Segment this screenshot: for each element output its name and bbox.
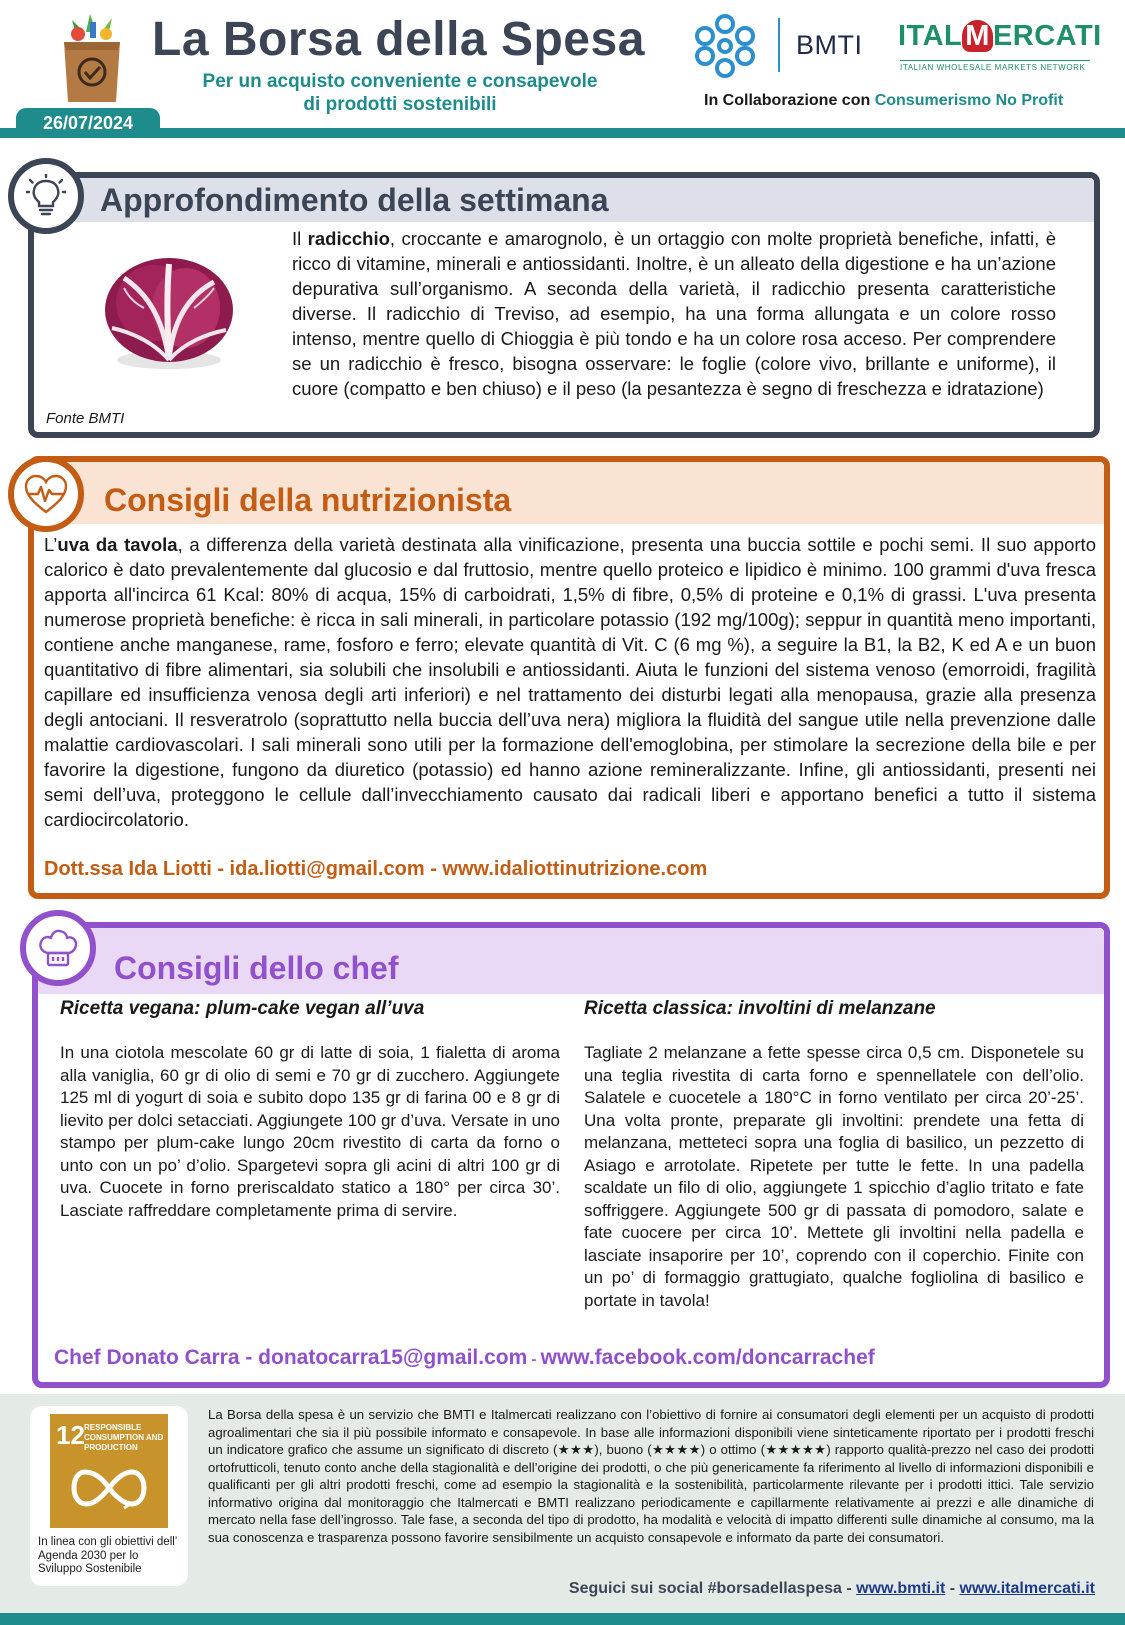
recipe-classic <box>584 998 1084 1312</box>
section-nutrizionista <box>28 456 1110 899</box>
italmercati-logo-part: ERCATI <box>992 20 1102 52</box>
footer <box>0 1394 1125 1613</box>
bmti-logo-icon <box>690 10 760 80</box>
sdg-number: 12 <box>56 1420 85 1450</box>
text-part: Il <box>292 228 308 249</box>
page-subtitle <box>150 70 650 116</box>
italmercati-logo-m: M <box>962 20 993 52</box>
chef-hat-badge <box>20 910 96 986</box>
approfondimento-text <box>292 226 1056 401</box>
shopping-bag-icon <box>56 12 128 104</box>
heart-badge <box>8 456 84 532</box>
chef-facebook-link[interactable]: www.facebook.com/doncarrachef <box>540 1346 875 1369</box>
italmercati-logo <box>898 20 1102 53</box>
collaboration-note <box>704 92 1063 110</box>
nutrizionista-signature: Dott.ssa Ida Liotti - ida.liotti@gmail.com - www.idaliottinutrizione.com <box>44 858 708 880</box>
nutrizionista-text <box>44 532 1096 832</box>
collaboration-partner: Consumerismo No Profit <box>874 92 1064 109</box>
recipe-title: Ricetta vegana: plum-cake vegan all’uva <box>60 998 425 1019</box>
italmercati-logo-part: ITAL <box>898 20 963 52</box>
social-links <box>569 1580 1095 1598</box>
recipe-text: In una ciotola mescolate 60 gr di latte di soia, 1 fialetta di aroma alla vaniglia, 60 gr di olio di semi e 70 gr di zucchero. Aggiungete 125 ml di yogurt di soia e subito dopo 135 gr di farina 00 e 8 gr di lievito per dolci setacciati. Aggiungete 100 gr d’uva. Versate in uno stampo per plum-cake lungo 20cm rivestito di carta da forno o unto con un po’ d’olio. Spargetevi sopra gli acini di altri 100 gr di uva. Cuocete in forno preriscaldato statico a 180° per circa 30’. Lasciate raffreddare completamente prima di servire. <box>60 1043 560 1220</box>
header-divider <box>0 128 1125 138</box>
heart-pulse-icon <box>23 474 69 514</box>
social-prefix: Seguici sui social #borsadellaspesa - <box>568 1580 857 1597</box>
sdg-label: RESPONSIBLE CONSUMPTION AND PRODUCTION <box>84 1423 164 1452</box>
lightbulb-badge <box>8 158 84 234</box>
sdg-note: In linea con gli obiettivi dell’ Agenda 2030 per lo Sviluppo Sostenibile <box>38 1536 177 1575</box>
recipe-text: Tagliate 2 melanzane a fette spesse circa 0,5 cm. Disponetele su una teglia rivestita di carta forno e spennellatele con dell’olio. Salatele e cuocetele a 180°C in forno ventilato per circa 20’-25’. Una volta pronte, preparate gli involtini: prendete una fetta di melanzana, metteteci sopra una foglia di basilico, un pezzetto di Asiago e arrotolate. Ripetete per tutte le fette. In una padella scaldate un filo di olio, aggiungete 1 spicchio d’aglio tritato e fate soffriggere. Aggiungete 500 gr di passata di pomodoro, salate e fate cuocere per circa 10’. Mettete gli involtini nella padella e lasciate insaporire per 10’, coprendo con il coperchio. Finite con un po’ di formaggio grattugiato, qualche fogliolina di basilico e portate in tavola! <box>584 1043 1084 1310</box>
page-title: La Borsa della Spesa <box>152 13 645 66</box>
recipe-vegan <box>60 998 560 1222</box>
chef-hat-icon <box>37 927 79 969</box>
section-title: Approfondimento della settimana <box>100 182 609 218</box>
collaboration-prefix: In Collaborazione con <box>704 92 871 109</box>
section-title: Consigli dello chef <box>114 950 399 986</box>
section-title: Consigli della nutrizionista <box>104 482 512 518</box>
section-chef <box>32 922 1110 1388</box>
text-part: L’ <box>44 534 58 555</box>
footer-disclaimer: La Borsa della spesa è un servizio che BMTI e Italmercati realizzano con l’obiettivo di fornire ai consumatori degli elementi per un acquisto di prodotti agroalimentari che sia il più possibile informato e consapevole. In base alle informazioni disponibili viene sinteticamente riportato per i prodotti freschi un indicatore grafico che assume un significato di discreto (★★★), buono (★★★★) o ottimo (★★★★★) rapporto qualità-prezzo nel caso dei prodotti ortofrutticoli, tenuto conto anche della stagionalità e dell’origine dei prodotti, o che più genericamente fa riferimento al livello di informazioni disponibili e qualificanti per gli altri prodotti freschi, come ad esempio la stagionalità e la sostenibilità, particolarmente rilevante per i prodotti ittici. Tale servizio informativo origina dal monitoraggio che Italmercati e BMTI realizzano periodicamente e capillarmente relativamente ai prezzi e alle dinamiche di mercato nella fase dell’ingrosso. Tale fase, a seconda del tipo di prodotto, ha modalità e velocità di impatto differenti sulle dinamiche al consumo, ma la sua conoscenza e trasparenza possono favorire sensibilmente un acquisto consapevole e informato da parte dei consumatori. <box>208 1407 1094 1545</box>
italmercati-link[interactable]: www.italmercati.it <box>959 1580 1095 1597</box>
italmercati-tagline: ITALIAN WHOLESALE MARKETS NETWORK <box>900 60 1090 72</box>
lightbulb-icon <box>26 174 66 218</box>
subtitle-line-1: Per un acquisto conveniente e consapevole <box>202 71 598 92</box>
signature-separator: - <box>527 1351 541 1368</box>
subtitle-line-2: di prodotti sostenibili <box>303 94 497 115</box>
chef-name-email: Chef Donato Carra - donatocarra15@gmail.com <box>54 1346 528 1369</box>
sdg-card <box>30 1406 188 1586</box>
footer-bar <box>0 1613 1125 1625</box>
section-approfondimento <box>28 172 1100 438</box>
bmti-logo-text: BMTI <box>796 30 863 60</box>
text-part: , croccante e amarognolo, è un ortaggio con molte proprietà benefiche, infatti, è ricco di vitamine, minerali e antiossidanti. Inoltre, è un alleato della digestione e ha un’azione depurativa sull’organismo. A seconda della varietà, il radicchio presenta caratteristiche diverse. Il radicchio di Treviso, ad esempio, ha una forma allungata e un colore rosso intenso, mentre quello di Chioggia è più tondo e ha un colore rosa acceso. Per comprendere se un radicchio è fresco, bisogna osservare: le foglie (colore vivo, brillante e uniforme), il cuore (compatto e ben chiuso) e il peso (la pesantezza è segno di freschezza e idratazione) <box>292 228 1056 399</box>
social-separator: - <box>945 1580 960 1597</box>
recipe-title: Ricetta classica: involtini di melanzane <box>584 998 936 1019</box>
bmti-link[interactable]: www.bmti.it <box>856 1580 946 1597</box>
radicchio-image <box>94 248 244 378</box>
header <box>0 0 1125 140</box>
text-highlight: uva da tavola <box>57 534 178 555</box>
date-badge: 26/07/2024 <box>16 108 160 138</box>
infinity-loop-icon <box>70 1466 148 1510</box>
text-part: , a differenza della varietà destinata alla vinificazione, presenta una buccia sottile e pochi semi. Il suo apporto calorico è dato prevalentemente dal glucosio e dal fruttosio, mentre quello proteico e lipidico è minimo. 100 grammi d'uva fresca apporta all'incirca 61 Kcal: 80% di acqua, 15% di carboidrati, 1,5% di fibre, 0,5% di proteine e 0,1% di grassi. L'uva presenta numerose proprietà benefiche: è ricca in sali minerali, in particolare potassio (192 mg/100g); seppur in quantità meno importanti, contiene anche manganese, rame, fosforo e ferro; elevate quantità di Vit. C (6 mg %), a seguire la B1, la B2, K ed A e un buon quantitativo di fibre alimentari, sia solubili che insolubili e antiossidanti. Aiuta le funzioni del sistema venoso (emorroidi, fragilità capillare ed insufficienza venosa degli arti inferiori) e nel trattamento dei disturbi legati alla menopausa, grazie alla presenza degli antociani. Il resveratrolo (soprattutto nella buccia dell’uva nera) migliora la fluidità del sangue utile nella prevenzione dalle malattie cardiovascolari. I sali minerali sono utili per la formazione dell'emoglobina, per stimolare la secrezione della bile e per favorire la digestione, fungono da diuretico (potassio) ed hanno azione remineralizzante. Infine, gli antiossidanti, presenti nei semi dell’uva, proteggono le cellule dall’invecchiamento causato dai radicali liberi e apportano benefici a tutto il sistema cardiocircolatorio. <box>44 534 1096 830</box>
image-caption: Fonte BMTI <box>46 410 125 427</box>
chef-signature <box>54 1346 875 1370</box>
text-highlight: radicchio <box>307 228 390 249</box>
sdg-12-tile <box>50 1414 168 1528</box>
logo-separator <box>778 18 780 72</box>
